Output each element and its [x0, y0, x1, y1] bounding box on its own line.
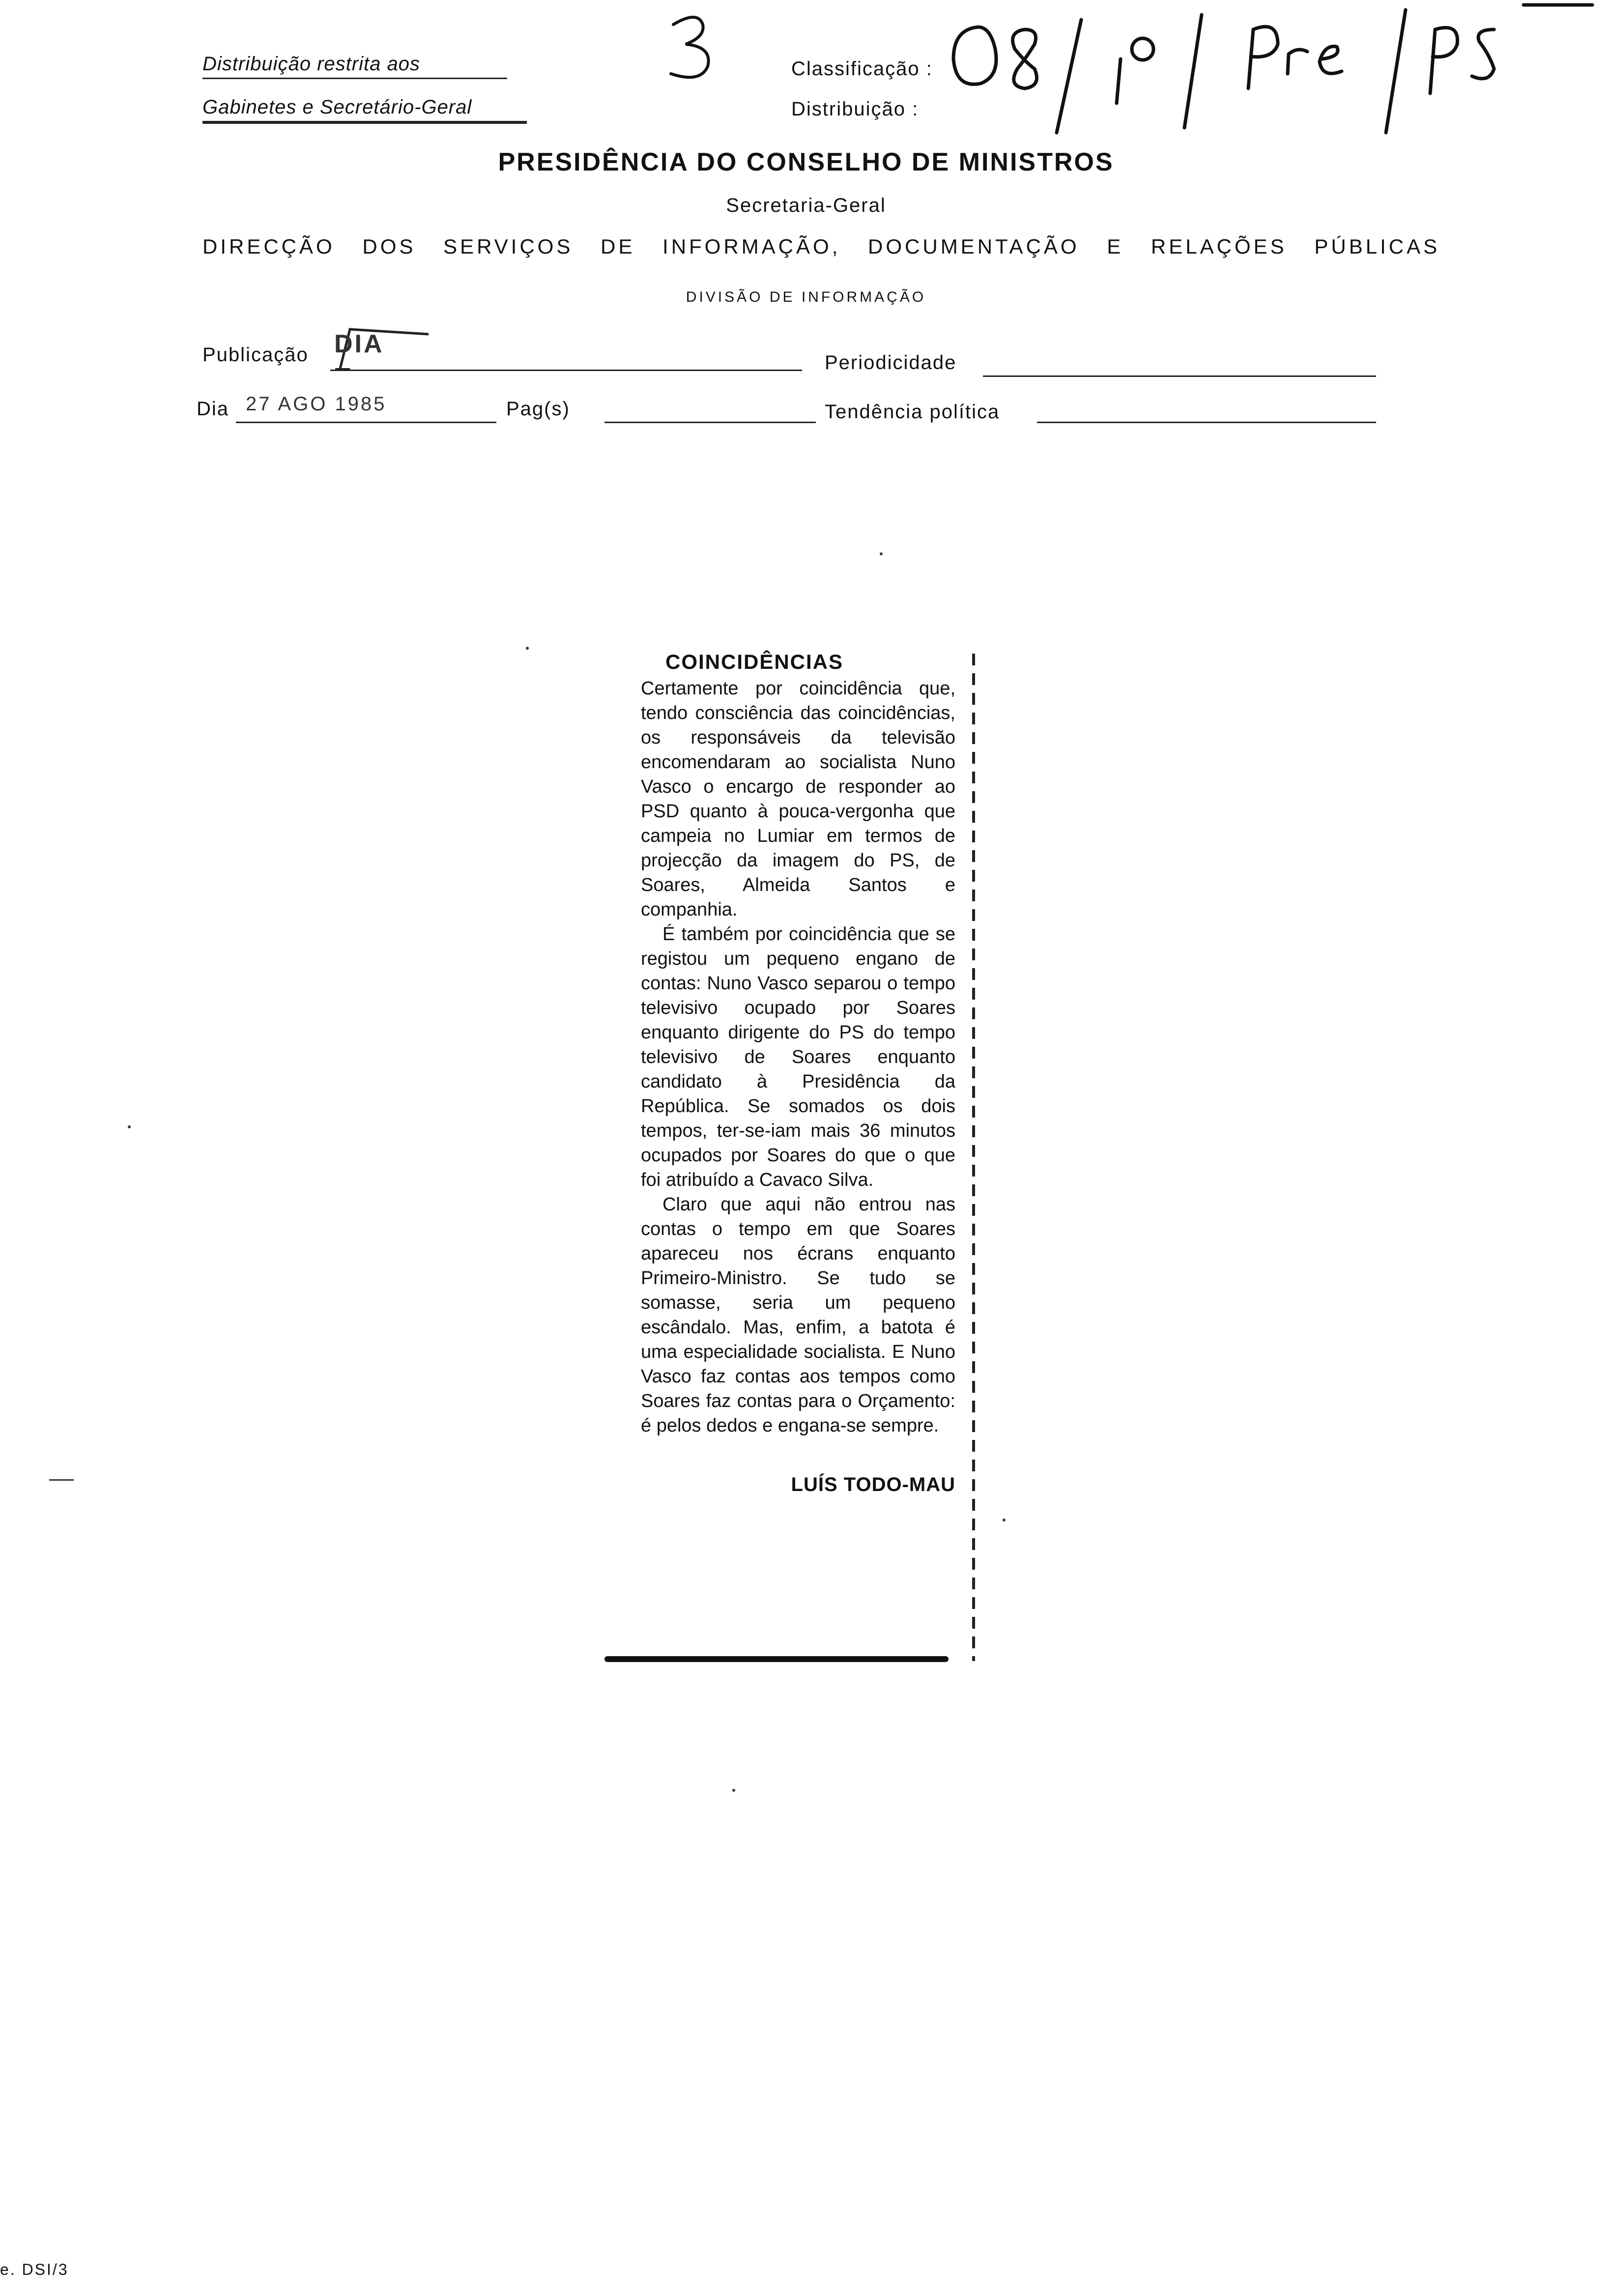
distribution-label: Distribuição :	[791, 98, 919, 120]
article-paragraph: É também por coincidência que se registou um pequeno engano de contas: Nuno Vasco separou o tempo televisivo ocupado por Soares enquanto dirigente do PS do tempo televisivo de Soares enquanto candidato à Presidência da República. Se somados os dois tempos, ter-se-iam mais 36 minutos ocupados por Soares do que o que foi atribuído a Cavaco Silva.	[641, 924, 955, 1190]
pages-rule	[604, 422, 816, 423]
publication-rule	[330, 370, 802, 371]
article-author: LUÍS TODO-MAU	[791, 1474, 955, 1495]
division-label: DIVISÃO DE INFORMAÇÃO	[686, 289, 926, 305]
scan-speck	[1003, 1519, 1006, 1521]
scan-speck	[526, 647, 529, 650]
day-rule	[236, 422, 496, 423]
publication-value: DIA	[334, 330, 384, 358]
scan-mark	[49, 1479, 74, 1481]
organization-subtitle: Secretaria-Geral	[726, 195, 886, 216]
distribution-rule-bold	[202, 121, 527, 124]
classification-label: Classificação :	[791, 58, 933, 80]
clipping-edge	[972, 654, 975, 1661]
periodicity-label: Periodicidade	[825, 352, 957, 373]
periodicity-rule	[983, 375, 1376, 377]
political-tendency-label: Tendência política	[825, 401, 1000, 423]
distribution-rule	[202, 78, 507, 79]
scan-speck	[128, 1125, 131, 1128]
article-paragraph: Claro que aqui não entrou nas contas o tempo em que Soares apareceu nos écrans enquanto Primeiro-Ministro. Se tudo se somasse, seria um pequeno escândalo. Mas, enfim, a batota é uma especialidade socialista. E Nuno Vasco faz contas aos tempos como Soares faz contas para o Orçamento: é pelos dedos e engana-se sempre.	[641, 1194, 955, 1436]
handwritten-classification	[934, 0, 1602, 147]
article-clipping	[641, 650, 955, 1497]
distribution-note-line1: Distribuição restrita aos	[202, 53, 420, 75]
day-label: Dia	[197, 398, 230, 420]
distribution-note-line2: Gabinetes e Secretário-Geral	[202, 96, 472, 118]
day-value: 27 AGO 1985	[246, 393, 387, 415]
handwritten-page-number	[659, 10, 737, 88]
clipping-bottom-rule	[604, 1656, 949, 1662]
scan-speck	[880, 552, 883, 555]
form-code: e. DSI/3	[0, 2261, 69, 2278]
publication-label: Publicação	[202, 344, 309, 366]
scan-speck	[732, 1789, 735, 1792]
pages-label: Pag(s)	[506, 398, 570, 420]
department-line: DIRECÇÃO DOS SERVIÇOS DE INFORMAÇÃO, DOCUMENTAÇÃO E RELAÇÕES PÚBLICAS	[202, 235, 1440, 258]
article-paragraph: Certamente por coincidência que, tendo consciência das coincidências, os responsáveis da televisão encomendaram ao socialista Nuno Vasco o encargo de responder ao PSD quanto à pouca-vergonha que campeia no Lumiar em termos de projecção da imagem do PS, de Soares, Almeida Santos e companhia.	[641, 678, 955, 920]
organization-title: PRESIDÊNCIA DO CONSELHO DE MINISTROS	[498, 148, 1114, 176]
political-tendency-rule	[1037, 422, 1376, 423]
article-title: COINCIDÊNCIAS	[665, 650, 844, 673]
